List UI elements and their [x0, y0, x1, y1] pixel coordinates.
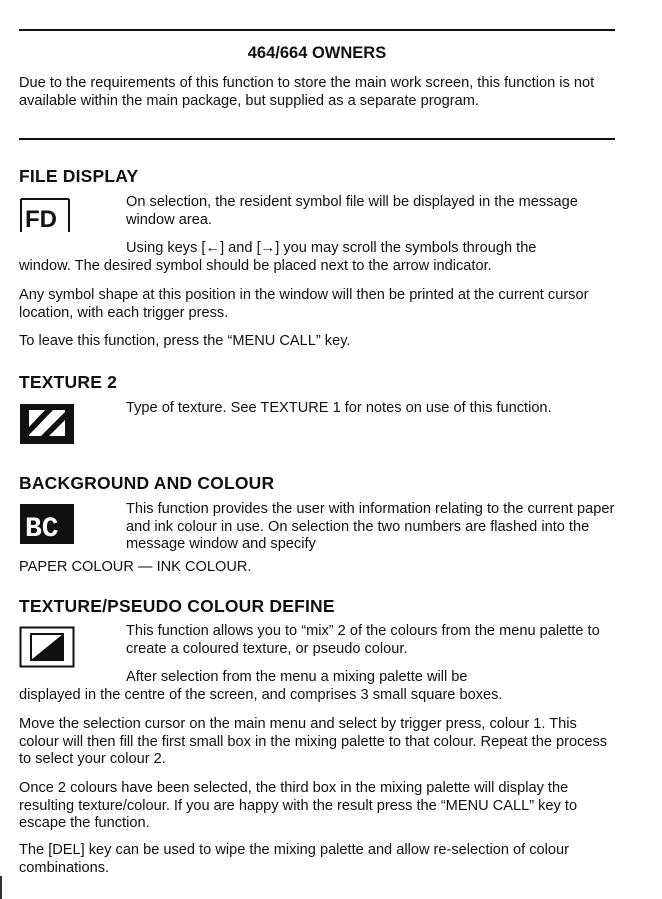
background-colour-heading: BACKGROUND AND COLOUR [19, 473, 275, 493]
pseudo-colour-p4: Once 2 colours have been selected, the third box in the mixing palette will display the resulting texture/colour. If you are happy with the result press the “MENU CALL” key to escape the function. [19, 780, 578, 831]
pseudo-colour-p2b: displayed in the centre of the screen, and comprises 3 small square boxes. [19, 687, 503, 703]
background-colour-p1: This function provides the user with information relating to the current paper and ink colour in use. On selection the two numbers are flashed into the message window and specify [126, 501, 615, 552]
file-display-p2a: Using keys [←] and [→] you may scroll the symbols through the [126, 240, 537, 256]
svg-text:FD: FD [25, 206, 57, 233]
pseudo-colour-icon [19, 626, 75, 668]
background-colour-p2: PAPER COLOUR — INK COLOUR. [19, 559, 252, 575]
owners-title: 464/664 OWNERS [247, 44, 387, 62]
file-display-p4: To leave this function, press the “MENU CALL” key. [19, 333, 351, 349]
texture-2-icon [19, 403, 75, 445]
pseudo-colour-p1: This function allows you to “mix” 2 of the colours from the menu palette to create a coloured texture, or pseudo colour. [126, 623, 600, 657]
top-rule [19, 29, 615, 31]
pseudo-colour-heading: TEXTURE/PSEUDO COLOUR DEFINE [19, 596, 335, 616]
file-display-p2b: window. The desired symbol should be placed next to the arrow indicator. [19, 258, 492, 274]
owners-text: Due to the requirements of this function to store the main work screen, this function is not available within the main package, but supplied as a separate program. [19, 75, 595, 109]
file-display-heading: FILE DISPLAY [19, 166, 139, 186]
file-display-p3: Any symbol shape at this position in the window will then be printed at the current cursor location, with each trigger press. [19, 287, 589, 321]
texture2-heading: TEXTURE 2 [19, 372, 118, 392]
file-display-p1: On selection, the resident symbol file will be displayed in the message window area. [126, 194, 578, 228]
pseudo-colour-p3: Move the selection cursor on the main menu and select by trigger press, colour 1. This colour will then fill the first small box in the mixing palette to that colour. Repeat the process to select your colour 2. [19, 716, 608, 767]
texture2-p1: Type of texture. See TEXTURE 1 for notes on use of this function. [126, 400, 552, 416]
pseudo-colour-p5: The [DEL] key can be used to wipe the mixing palette and allow re-selection of colour combinations. [19, 842, 570, 876]
background-colour-icon [19, 503, 75, 545]
pseudo-colour-p2a: After selection from the menu a mixing palette will be [126, 669, 468, 685]
owners-rule [19, 138, 615, 140]
svg-text:BC: BC [25, 514, 59, 545]
file-display-icon [19, 196, 73, 234]
page-edge-mark [0, 876, 2, 899]
